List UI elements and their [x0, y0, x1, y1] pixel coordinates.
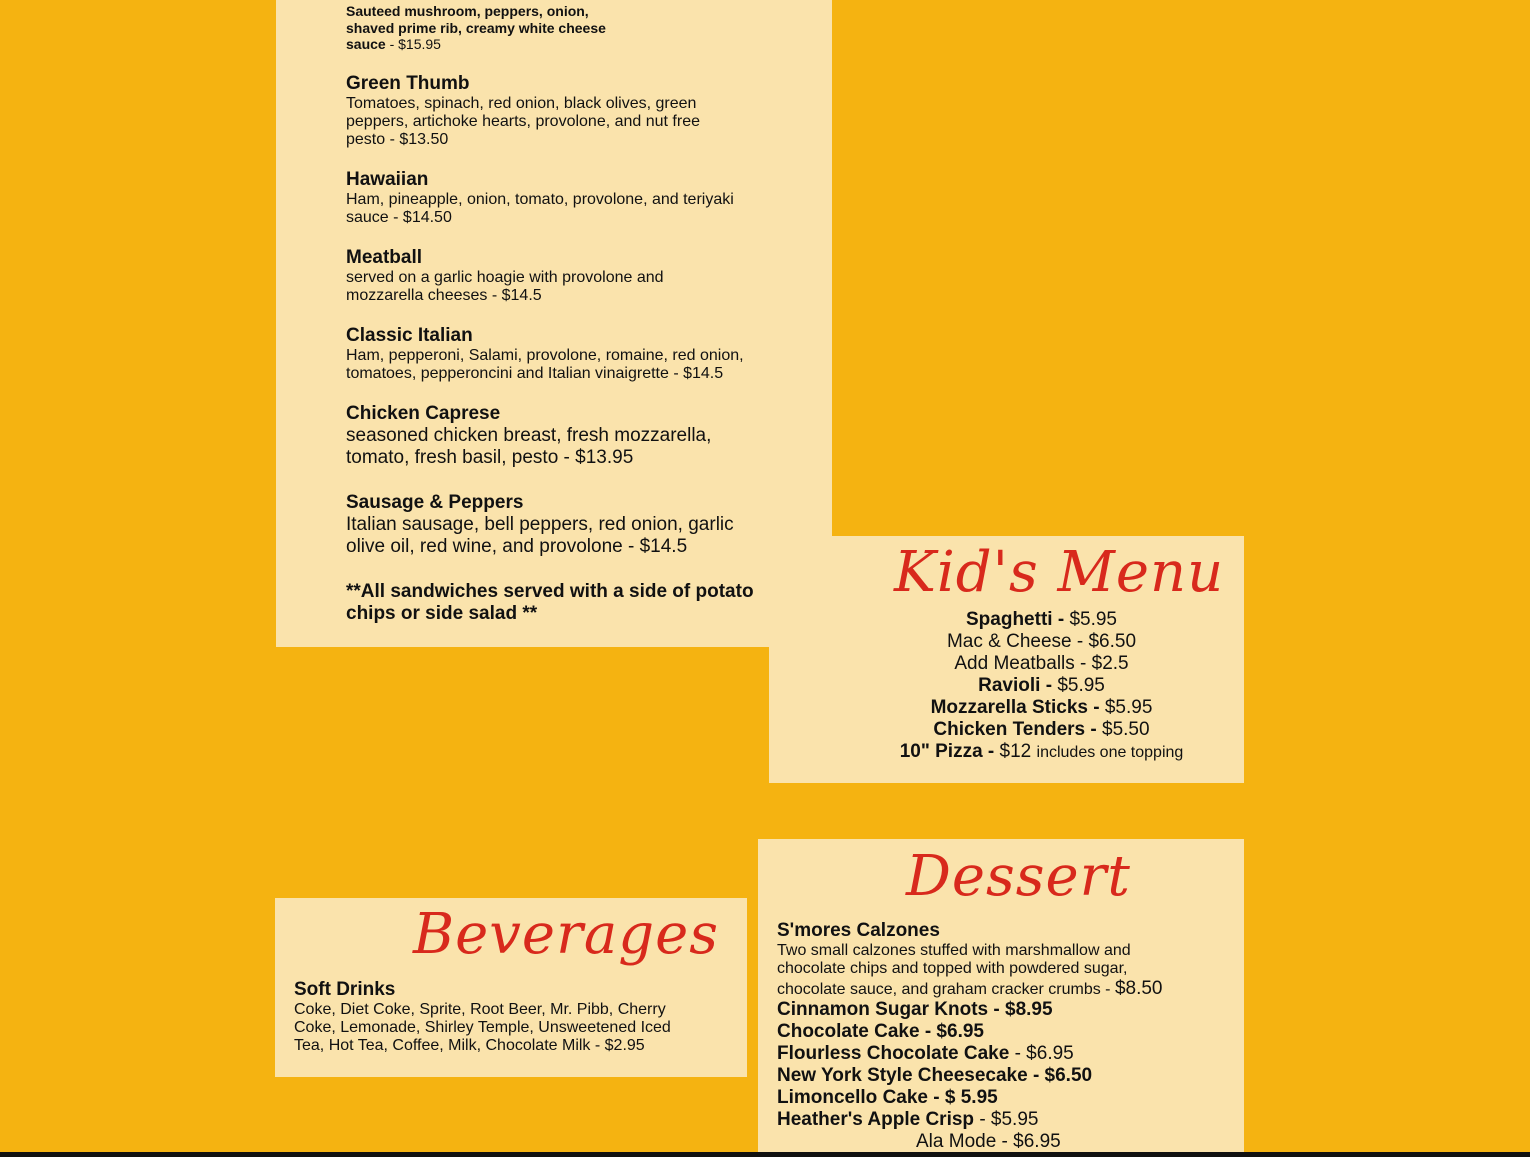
sandwich-item: [346, 73, 766, 149]
beverage-item-desc: Coke, Diet Coke, Sprite, Root Beer, Mr. Pibb, Cherry Coke, Lemonade, Shirley Temple, Unsweetened Iced Tea, Hot Tea, Coffee, Milk, Chocolate Milk - $2.95: [294, 1001, 671, 1054]
sandwich-item: [346, 325, 776, 383]
beverage-item-name: Soft Drinks: [294, 979, 396, 1000]
dessert-item-name: Flourless Chocolate Cake: [777, 1043, 1010, 1064]
sandwich-item-top: [346, 3, 646, 53]
kids-menu-item-price: Add Meatballs - $2.5: [954, 653, 1129, 674]
dessert-item-price: - $6.95: [1009, 1043, 1074, 1064]
dessert-item-name: Limoncello Cake - $ 5.95: [777, 1087, 998, 1108]
dessert-item: [777, 999, 1053, 1021]
dessert-item: [777, 1087, 998, 1109]
dessert-item: [777, 1109, 1038, 1131]
kids-menu-item-note: includes one topping: [1036, 744, 1184, 761]
kids-menu-panel: [769, 536, 1244, 783]
sandwich-item: [346, 247, 766, 305]
beverages-title: Beverages: [413, 902, 719, 967]
dessert-panel: [758, 839, 1244, 1157]
kids-menu-item-name: 10" Pizza -: [899, 741, 1000, 762]
sandwich-item-desc-line: sauce: [346, 36, 386, 52]
kids-menu-item: [839, 609, 1244, 631]
dessert-ala-mode: Ala Mode - $6.95: [916, 1131, 1061, 1152]
sandwich-side-note: **All sandwiches served with a side of potato chips or side salad **: [346, 581, 754, 624]
kids-menu-item-name: Spaghetti -: [966, 609, 1070, 630]
sandwich-item: [346, 403, 766, 469]
sandwich-item-desc: served on a garlic hoagie with provolone and mozzarella cheeses - $14.5: [346, 269, 664, 304]
sandwich-item-name: Classic Italian: [346, 325, 473, 346]
beverages-panel: [275, 898, 747, 1077]
kids-menu-item-price: $5.50: [1102, 719, 1150, 740]
kids-menu-item: [839, 631, 1244, 653]
sandwich-item-name: Sausage & Peppers: [346, 492, 524, 513]
kids-menu-item-price: Mac & Cheese - $6.50: [946, 631, 1137, 652]
dessert-item: [777, 1043, 1074, 1065]
sandwich-item-name: Meatball: [346, 247, 423, 268]
dessert-item-desc-line: chocolate chips and topped with powdered sugar,: [777, 960, 1128, 977]
sandwich-item-desc-line: shaved prime rib, creamy white cheese: [346, 19, 606, 36]
kids-menu-item-price: $5.95: [1104, 697, 1153, 718]
dessert-item-price: $8.50: [1114, 978, 1163, 999]
kids-menu-item-name: Mozzarella Sticks -: [930, 697, 1105, 718]
kids-menu-item-price: $5.95: [1057, 675, 1105, 696]
kids-menu-item-name: Chicken Tenders -: [933, 719, 1103, 740]
sandwich-item-desc: seasoned chicken breast, fresh mozzarella, tomato, fresh basil, pesto - $13.95: [346, 425, 712, 468]
dessert-item-name: Chocolate Cake - $6.95: [777, 1021, 984, 1042]
kids-menu-item-name: Ravioli -: [978, 675, 1058, 696]
kids-menu-title: Kid's Menu: [894, 540, 1225, 605]
kids-menu-item: [839, 697, 1244, 719]
kids-menu-item-price: $12: [999, 741, 1037, 762]
sandwich-item-desc: Tomatoes, spinach, red onion, black olives, green peppers, artichoke hearts, provolone, and nut free pesto - $13.50: [346, 95, 700, 148]
dessert-item-name: Cinnamon Sugar Knots - $8.95: [777, 999, 1053, 1020]
dessert-item: [777, 1065, 1092, 1087]
sandwich-item-price: - $15.95: [385, 36, 441, 52]
dessert-title: Dessert: [906, 844, 1131, 909]
kids-menu-item: [839, 653, 1244, 675]
sandwich-panel: [276, 0, 832, 647]
kids-menu-item: [839, 719, 1244, 741]
beverage-item: [294, 979, 704, 1055]
dessert-item: [777, 1021, 984, 1043]
dessert-item-price: - $5.95: [979, 1109, 1039, 1130]
sandwich-item-desc: Italian sausage, bell peppers, red onion, garlic olive oil, red wine, and provolone - $14.5: [346, 514, 734, 557]
bottom-edge-bar: [0, 1152, 1530, 1157]
sandwich-item-desc-line: Sauteed mushroom, peppers, onion,: [346, 3, 589, 19]
sandwich-item-desc: Ham, pineapple, onion, tomato, provolone, and teriyaki sauce - $14.50: [346, 191, 734, 226]
dessert-item-name: S'mores Calzones: [777, 920, 940, 941]
kids-menu-item-price: $5.95: [1069, 609, 1117, 630]
dessert-item-name: Heather's Apple Crisp: [777, 1109, 980, 1130]
dessert-item-desc-line: Two small calzones stuffed with marshmallow and: [777, 942, 1131, 959]
sandwich-item-name: Chicken Caprese: [346, 403, 501, 424]
sandwich-item: [346, 169, 766, 227]
sandwich-item-desc: Ham, pepperoni, Salami, provolone, romaine, red onion, tomatoes, pepperoncini and Italian vinaigrette - $14.5: [346, 347, 744, 382]
sandwich-item-name: Hawaiian: [346, 169, 429, 190]
sandwich-item-name: Green Thumb: [346, 73, 470, 94]
dessert-item: [777, 920, 1217, 1000]
dessert-item-name: New York Style Cheesecake - $6.50: [777, 1065, 1093, 1086]
sandwich-item: [346, 492, 766, 558]
kids-menu-item: [839, 675, 1244, 697]
kids-menu-item: [839, 741, 1244, 764]
dessert-item-desc-line: chocolate sauce, and graham cracker crumbs -: [777, 981, 1115, 998]
